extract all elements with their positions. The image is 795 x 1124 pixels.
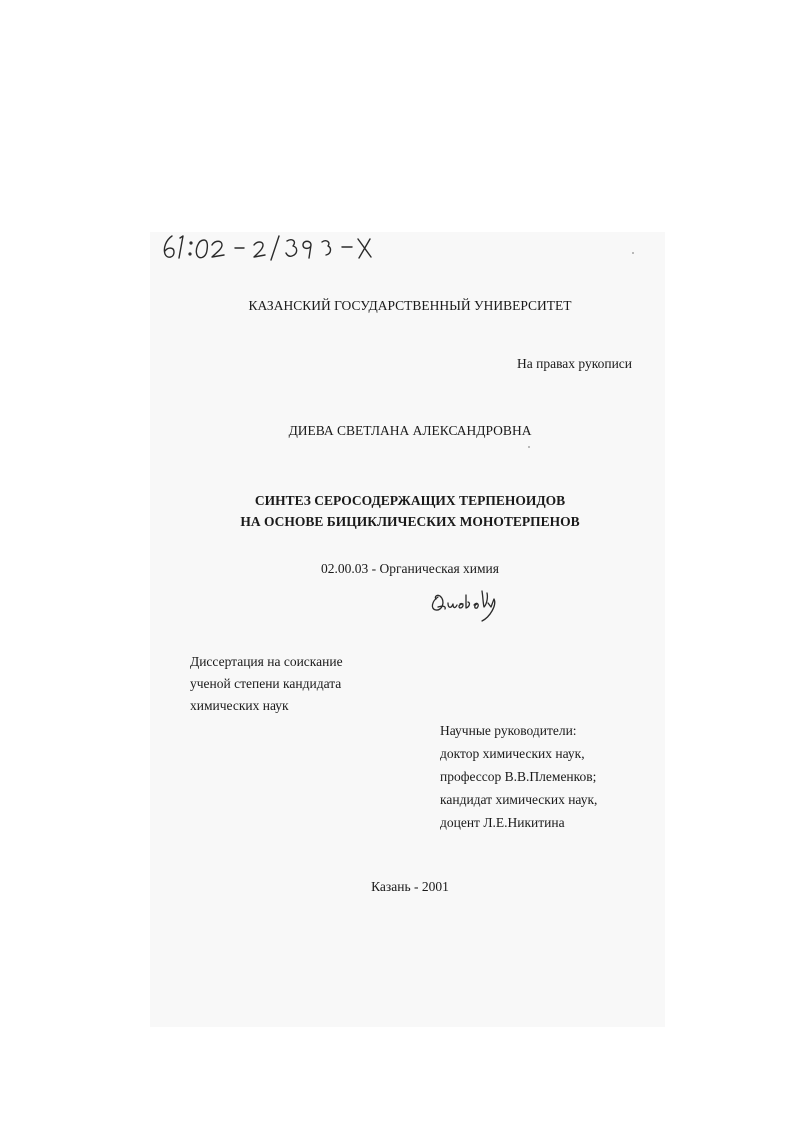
dissertation-title [150,490,670,532]
manuscript-rights-note: На правах рукописи [517,356,633,371]
supervisors-heading: Научные руководители: [440,723,577,738]
dissertation-line-2: ученой степени кандидата [190,676,342,691]
supervisor-line-4: доцент Л.Е.Никитина [440,815,565,830]
dissertation-line-1: Диссертация на соискание [190,654,343,669]
university-name: КАЗАНСКИЙ ГОСУДАРСТВЕННЫЙ УНИВЕРСИТЕТ [248,298,572,313]
supervisor-line-2: профессор В.В.Племенков; [440,769,597,784]
supervisor-line-1: доктор химических наук, [440,746,585,761]
supervisor-line-3: кандидат химических наук, [440,792,598,807]
dissertation-line-3: химических наук [190,698,289,713]
author-signature [424,585,508,623]
specialty-code: 02.00.03 - Органическая химия [321,561,499,576]
scan-speck [528,446,530,448]
supervisors-block [440,719,597,834]
city-and-year: Казань - 2001 [371,879,449,894]
dissertation-degree-block [190,651,343,717]
archive-code-text: 61:02-2/393-X [158,263,164,264]
signature-text: Диева [424,622,427,623]
archive-code-handwriting [158,228,388,264]
title-line-1: СИНТЕЗ СЕРОСОДЕРЖАЩИХ ТЕРПЕНОИДОВ [254,493,566,508]
scanned-page-area [150,232,665,1027]
title-line-2: НА ОСНОВЕ БИЦИКЛИЧЕСКИХ МОНОТЕРПЕНОВ [240,514,580,529]
author-name: ДИЕВА СВЕТЛАНА АЛЕКСАНДРОВНА [288,423,532,438]
scan-speck [632,252,634,254]
